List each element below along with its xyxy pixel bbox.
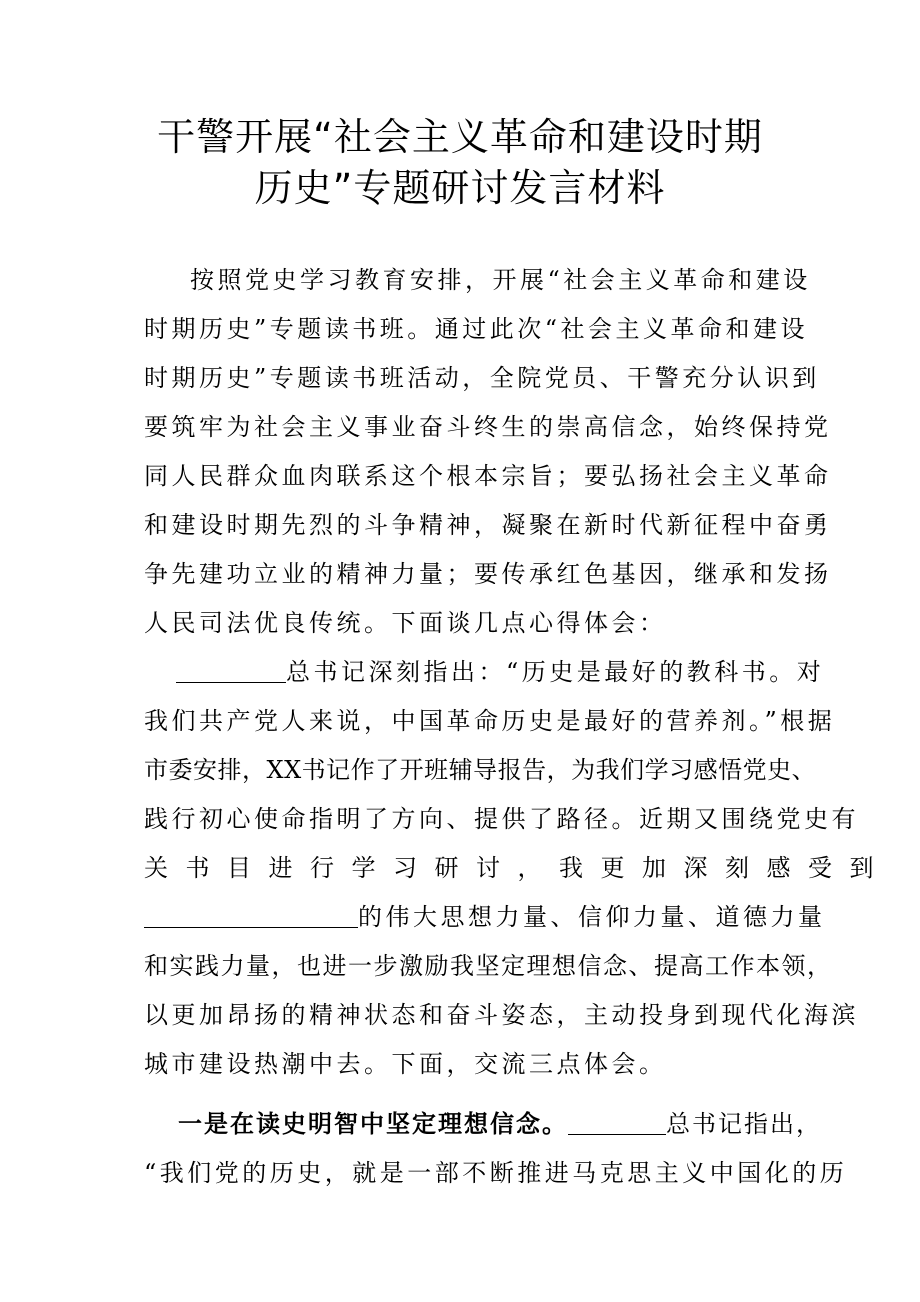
paragraph-1-line: 按照党史学习教育安排，开展“社会主义革命和建设	[190, 266, 811, 294]
fill-in-blank	[568, 1110, 666, 1135]
section-1-line	[178, 1106, 822, 1142]
paragraph-1-line: 时期历史”专题读书班。通过此次“社会主义革命和建设	[144, 315, 809, 343]
paragraph-1-line: 要筑牢为社会主义事业奋斗终生的崇高信念，始终保持党	[144, 413, 832, 441]
paragraph-1-line: 时期历史”专题读书班活动，全院党员、干警充分认识到	[144, 364, 820, 392]
section-1-line-text: 总书记指出，	[666, 1110, 822, 1138]
section-1-heading: 一是在读史明智中坚定理想信念。	[178, 1109, 568, 1138]
paragraph-1-line: 人民司法优良传统。下面谈几点心得体会：	[144, 609, 667, 637]
paragraph-1-line: 和建设时期先烈的斗争精神，凝聚在新时代新征程中奋勇	[144, 511, 832, 539]
fill-in-blank	[176, 658, 286, 683]
section-1-line: “我们党的历史，就是一部不断推进马克思主义中国化的历	[144, 1159, 848, 1187]
paragraph-2-line: 和实践力量，也进一步激励我坚定理想信念、提高工作本领，	[144, 952, 833, 980]
paragraph-2-line: 以更加昂扬的精神状态和奋斗姿态，主动投身到现代化海滨	[144, 1001, 859, 1029]
document-title-line-2: 历史”专题研讨发言材料	[254, 166, 666, 210]
paragraph-1-line: 争先建功立业的精神力量；要传承红色基因，继承和发扬	[144, 560, 832, 588]
paragraph-1-line: 同人民群众血肉联系这个根本宗旨；要弘扬社会主义革命	[144, 462, 832, 490]
paragraph-2-line	[144, 899, 826, 935]
paragraph-2-line-text: 的伟大思想力量、信仰力量、道德力量	[358, 903, 826, 931]
paragraph-2-line: 我们共产党人来说，中国革命历史是最好的营养剂。”根据	[144, 707, 836, 735]
paragraph-2-line: 关书目进行学习研讨，我更加深刻感受到	[144, 854, 891, 882]
paragraph-2-line: 城市建设热潮中去。下面，交流三点体会。	[144, 1050, 667, 1078]
paragraph-2-line: 市委安排，XX书记作了开班辅导报告，为我们学习感悟党史、	[144, 756, 817, 784]
paragraph-2-line-text: 总书记深刻指出：“历史是最好的教科书。对	[286, 658, 825, 686]
fill-in-blank	[144, 903, 358, 928]
paragraph-2-line: 践行初心使命指明了方向、提供了路径。近期又围绕党史有	[144, 805, 859, 833]
document-title-line-1: 干警开展“社会主义革命和建设时期	[157, 115, 763, 159]
paragraph-2-line	[176, 654, 825, 690]
